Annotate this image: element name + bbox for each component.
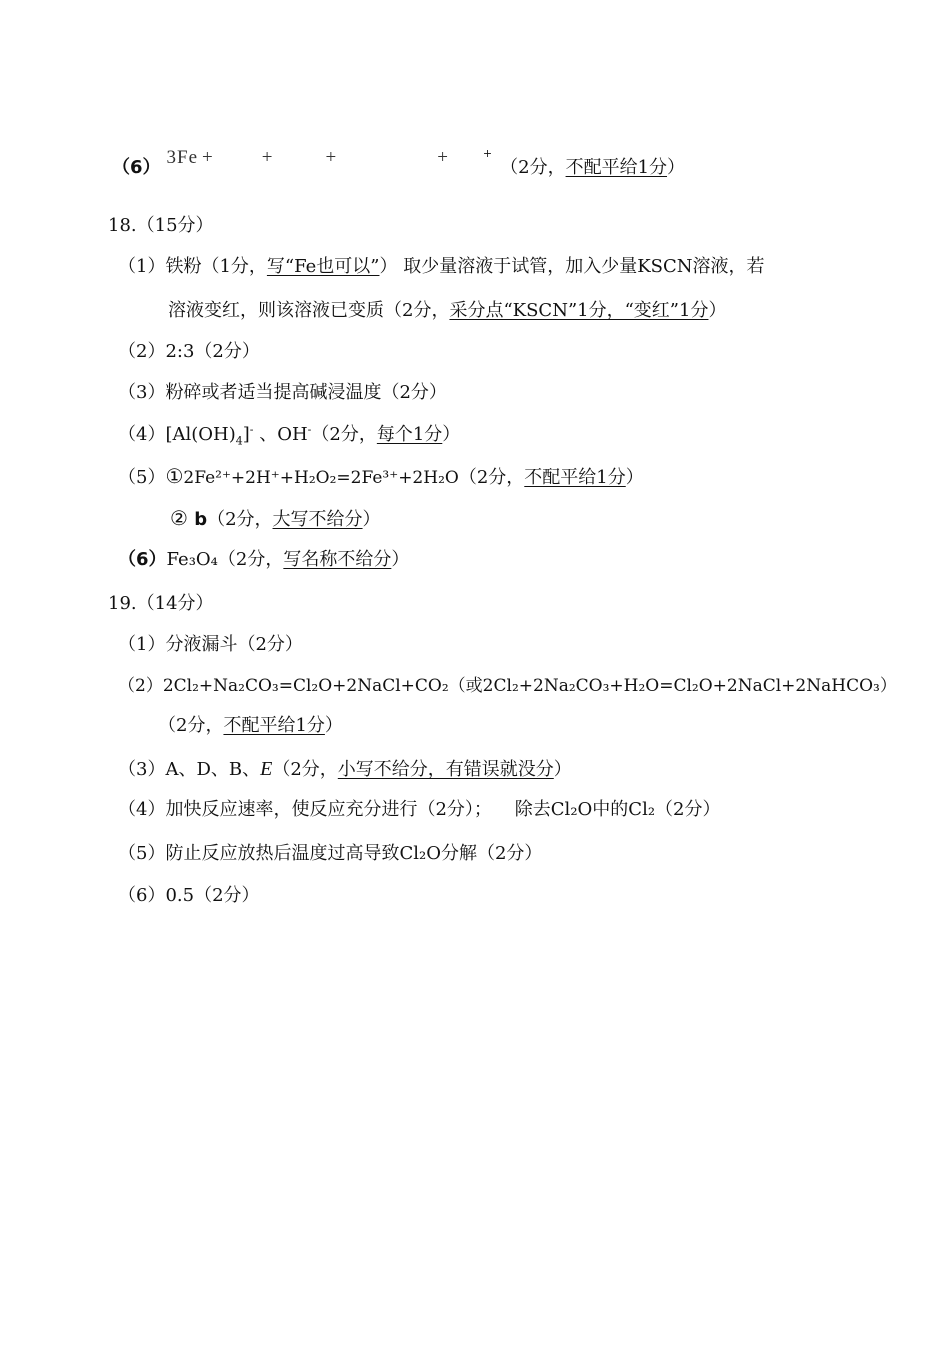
q18-part6: [118, 548, 409, 572]
q18-part4-bracket: ]: [242, 424, 250, 445]
q18-part6-number: （6）: [118, 549, 167, 570]
q18-part4: [118, 423, 460, 447]
q19-part4: （4）加快反应速率，使反应充分进行（2分）； 除去Cl₂O中的Cl₂（2分）: [118, 799, 721, 820]
q18-part2: （2）2:3（2分）: [118, 341, 260, 362]
q18-part6-close: ）: [391, 549, 410, 570]
q17-part6: [112, 147, 686, 182]
q18-part5-equation: 2Fe²⁺+2H⁺+H₂O₂=2Fe³⁺+2H₂O: [183, 468, 459, 488]
q18-part5-score2: （2分，: [207, 509, 273, 530]
q17-part6-number: （6）: [112, 157, 161, 178]
q18-part4-text: （4）[Al(OH): [118, 424, 236, 445]
q18-part1-note2: 采分点“KSCN”1分，“变红”1分: [449, 300, 709, 321]
q18-part5-close: ）: [625, 467, 644, 488]
q18-part1-line1: [118, 255, 765, 279]
q19-title: 19.（14分）: [108, 593, 214, 614]
q19-part3-note: 小写不给分，有错误就没分: [337, 759, 554, 780]
q18-part5-line1: [118, 464, 644, 490]
q18-part1-note1: 写“Fe也可以”: [266, 256, 380, 277]
q18-part4-close: ）: [442, 424, 461, 445]
q18-part1-text2: ） 取少量溶液于试管，加入少量KSCN溶液，若: [379, 256, 765, 277]
q19-part2-close: ）: [324, 715, 343, 736]
q17-part6-note: 不配平给1分: [565, 157, 668, 178]
q17-part6-plus: +: [437, 147, 449, 168]
q17-part6-superscript: +: [482, 147, 493, 160]
q18-title: 18.（15分）: [108, 215, 214, 236]
q18-part5-note: 不配平给1分: [524, 467, 626, 488]
q19-part3-text: （3）A、D、B、: [118, 759, 261, 780]
q18-part3: （3）粉碎或者适当提高碱浸温度（2分）: [118, 382, 447, 403]
q17-part6-equation-start: 3Fe: [166, 147, 199, 168]
q18-part6-score: （2分，: [217, 549, 284, 570]
q19-part2-score: （2分，: [158, 715, 224, 736]
q19-part2-line2: [158, 714, 343, 738]
q19-part2-note: 不配平给1分: [223, 715, 325, 736]
q19-part3-score: （2分，: [272, 759, 338, 780]
q19-part5: （5）防止反应放热后温度过高导致Cl₂O分解（2分）: [118, 843, 543, 864]
q18-part5-answer-b: b: [187, 509, 208, 530]
q19-part1: （1）分液漏斗（2分）: [118, 634, 303, 655]
q17-part6-close: ）: [667, 157, 686, 178]
q18-part1-line2: [168, 299, 726, 323]
q18-part4-note: 每个1分: [376, 424, 443, 445]
q17-part6-score: （2分，: [500, 157, 566, 178]
q18-part5-number: （5）: [118, 467, 166, 488]
q18-part5-close2: ）: [362, 509, 381, 530]
q18-part5-note2: 大写不给分: [272, 509, 363, 530]
q18-part1-text3: 溶液变红，则该溶液已变质（2分，: [168, 300, 450, 321]
q19-part3: [118, 757, 572, 782]
q17-part6-plus: +: [325, 147, 338, 168]
q17-part6-plus: +: [202, 147, 214, 168]
q19-part6: （6）0.5（2分）: [118, 885, 260, 906]
q18-part6-formula: Fe₃O₄: [166, 549, 218, 570]
q18-part4-score: （2分，: [311, 424, 377, 445]
q18-part4-subscript: 4: [235, 434, 243, 448]
q18-part5-score: （2分，: [458, 467, 525, 488]
q18-part4-superscript2: -: [307, 423, 312, 436]
q18-part5-circle-two: ②: [170, 506, 188, 530]
q18-part5-circle-one: ①: [165, 464, 184, 488]
q17-part6-plus: +: [261, 147, 274, 168]
q18-part6-note: 写名称不给分: [283, 549, 392, 570]
q19-part3-italic-e: E: [260, 758, 273, 780]
q19-part2-line1: （2）2Cl₂+Na₂CO₃=Cl₂O+2NaCl+CO₂（或2Cl₂+2Na₂CO₃+H₂O=Cl₂O+2NaCl+2NaHCO₃）: [118, 676, 897, 696]
q18-part4-superscript: -: [249, 423, 254, 436]
q18-part4-hydroxide: 、OH: [253, 424, 308, 445]
q18-part1-close: ）: [708, 300, 727, 321]
q18-part1-text: （1）铁粉（1分，: [118, 256, 267, 277]
q19-part3-close: ）: [553, 759, 572, 780]
q18-part5-line2: [170, 506, 381, 532]
